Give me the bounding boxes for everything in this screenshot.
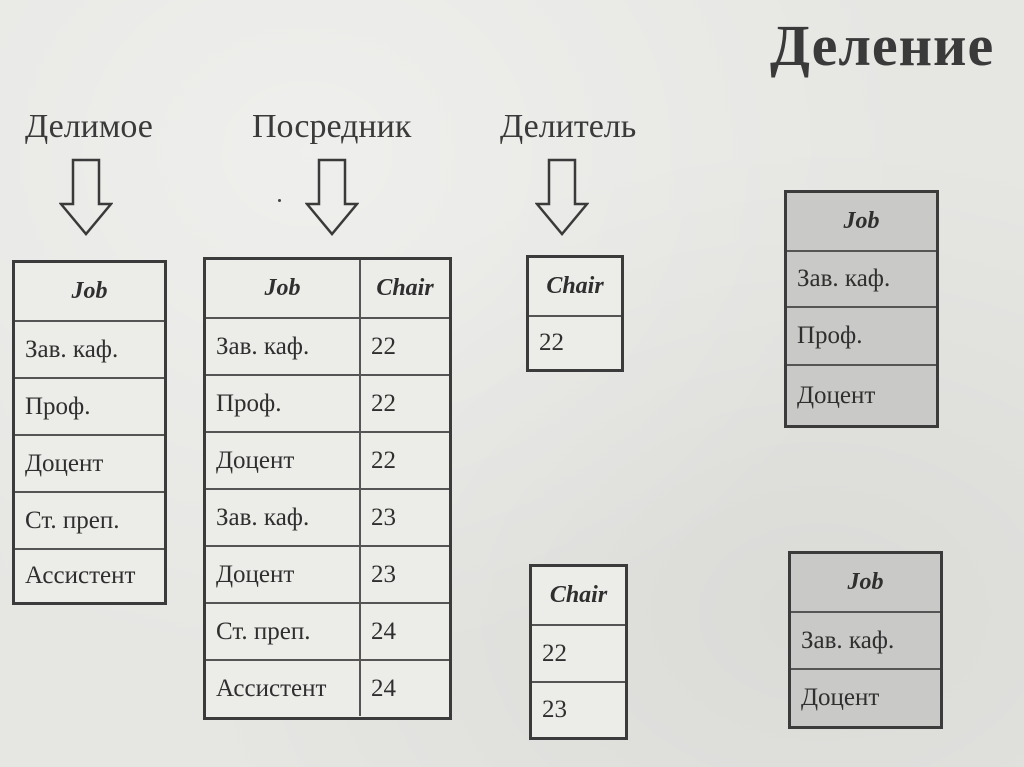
table-row	[532, 683, 625, 737]
table-header-row	[787, 193, 936, 252]
down-arrow-icon	[535, 158, 589, 238]
chair-cell: 23	[359, 547, 449, 602]
table-row	[206, 604, 449, 661]
column-header-job: Job	[264, 275, 301, 301]
chair-cell: 23	[359, 490, 449, 545]
table-row	[15, 550, 164, 602]
table-row	[532, 626, 625, 683]
chair-cell: 22	[359, 319, 449, 374]
table-row	[787, 366, 936, 425]
job-cell: Зав. каф.	[801, 626, 895, 654]
speck	[278, 199, 281, 202]
table-row	[791, 670, 940, 726]
dividend-label: Делимое	[25, 108, 153, 145]
table-row	[791, 613, 940, 670]
table-row	[206, 376, 449, 433]
job-cell: Зав. каф.	[797, 265, 891, 292]
table-row	[206, 490, 449, 547]
job-cell: Ст. преп.	[25, 506, 120, 534]
intermediary-table	[203, 257, 452, 720]
divisor-table-2	[529, 564, 628, 740]
down-arrow-icon	[59, 158, 113, 238]
table-row	[206, 433, 449, 490]
column-header-chair: Chair	[546, 273, 604, 299]
divisor-table-1	[526, 255, 624, 372]
table-row	[15, 493, 164, 550]
chair-cell: 22	[539, 329, 564, 356]
job-cell: Ассистент	[25, 562, 136, 589]
result-table-1	[784, 190, 939, 428]
job-cell: Зав. каф.	[25, 335, 119, 363]
chair-cell: 24	[359, 604, 449, 659]
chair-cell: 22	[359, 376, 449, 431]
result-table-2	[788, 551, 943, 729]
column-header-job: Job	[71, 278, 108, 304]
chair-cell: 23	[542, 696, 567, 723]
job-cell: Доцент	[797, 381, 876, 409]
table-header-row	[15, 263, 164, 322]
column-header-job: Job	[843, 208, 880, 234]
job-cell: Доцент	[216, 446, 295, 474]
job-cell: Доцент	[216, 560, 295, 588]
table-row	[206, 661, 449, 716]
job-cell: Доцент	[25, 449, 104, 477]
job-cell: Зав. каф.	[216, 503, 310, 531]
table-header-row	[532, 567, 625, 626]
job-cell: Проф.	[797, 322, 863, 349]
job-cell: Зав. каф.	[216, 332, 310, 360]
intermediary-label: Посредник	[252, 108, 412, 145]
table-header-row	[529, 258, 621, 317]
job-cell: Доцент	[801, 684, 880, 711]
column-header-job: Job	[847, 569, 884, 595]
table-header-row	[206, 260, 449, 319]
column-header-chair: Chair	[359, 260, 449, 317]
chair-cell: 22	[542, 639, 567, 667]
table-row	[15, 322, 164, 379]
column-header-chair: Chair	[549, 582, 608, 608]
table-row	[529, 317, 621, 369]
job-cell: Ассистент	[216, 674, 327, 702]
table-row	[787, 308, 936, 366]
chair-cell: 24	[359, 661, 449, 716]
table-row	[15, 436, 164, 493]
table-row	[206, 319, 449, 376]
page-title: Деление	[770, 13, 995, 78]
down-arrow-icon	[305, 158, 359, 238]
job-cell: Проф.	[216, 389, 282, 417]
table-row	[206, 547, 449, 604]
dividend-table	[12, 260, 167, 605]
job-cell: Ст. преп.	[216, 617, 311, 645]
table-row	[15, 379, 164, 436]
chair-cell: 22	[359, 433, 449, 488]
table-row	[787, 252, 936, 308]
divisor-label: Делитель	[500, 108, 637, 145]
job-cell: Проф.	[25, 392, 91, 420]
table-header-row	[791, 554, 940, 613]
